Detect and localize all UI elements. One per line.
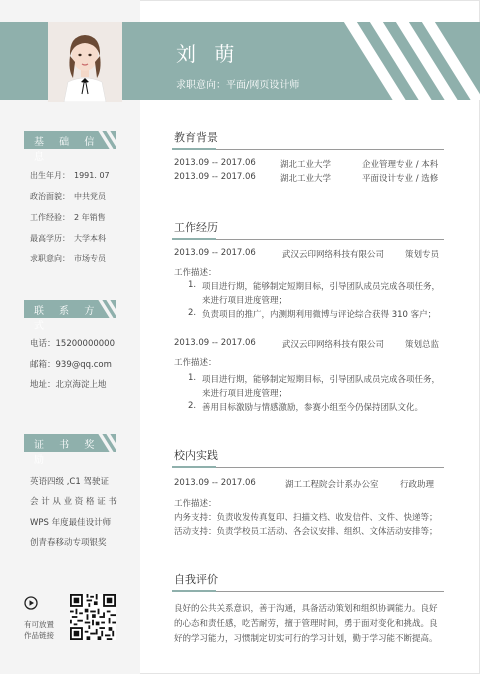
contact-title-bar [24,300,116,332]
job-item-text: 来进行项目进度管理； [202,389,288,399]
job-desc-label: 工作描述： [174,358,217,368]
edu-date: 2013.09 -- 2017.06 [174,158,256,168]
basic-info-title-bar [24,131,116,163]
section-accent [172,238,216,240]
edu-date: 2013.09 -- 2017.06 [174,172,256,182]
self-eval-line: 好的学习能力，习惯制定切实可行的学习计划，勤于学习能不断提高。 [174,634,438,644]
job-item-text: 善用目标激励与情感激励，参赛小组至今仍保持团队文化。 [202,403,424,413]
info-key: 最高学历： [30,234,70,243]
info-key: 求职意向： [30,254,70,263]
cert-item: 创青春移动专项银奖 [30,538,107,548]
info-row-politics [30,191,106,202]
info-key: 工作经验： [30,213,70,222]
portfolio-note-line2: 作品链接 [24,631,54,640]
job-role: 策划总监 [405,340,440,350]
edu-school: 湖北工业大学 [280,160,332,170]
job-item-text: 来进行项目进度管理； [202,296,288,306]
cert-item: 会 计 从 业 资 格 证 书 [30,497,117,507]
info-row-birth [30,170,110,181]
campus-desc-line: 活动支持：负责学校员工活动、各会议安排、组织、文体活动安排等； [174,527,438,537]
info-row-experience [30,212,106,223]
info-value: 大学本科 [74,234,106,243]
campus-date: 2013.09 -- 2017.06 [174,478,256,488]
campus-desc-label: 工作描述： [174,499,217,509]
job-item-number: 1. [188,280,197,290]
info-key: 出生年月： [30,171,70,180]
job-item-text: 项目进行期，能够制定短期目标，引导团队成员完成各项任务， [202,282,441,292]
info-row-intent [30,253,106,264]
job-item-text: 负责项目的推广，内测期利用微博与评论综合获得 310 客户； [202,310,437,320]
edu-major: 企业管理专业 / 本科 [362,160,439,170]
campus-role: 行政助理 [400,480,435,490]
job-item-number: 2. [188,401,197,411]
info-key: 政治面貌： [30,192,70,201]
job-intent: 求职意向：平面/网页设计师 [176,80,300,91]
education-title: 教育背景 [174,131,218,144]
section-accent [172,466,216,468]
job-item-number: 1. [188,373,197,383]
contact-address: 地址：北京海淀上地 [30,380,107,390]
job-item-number: 2. [188,308,197,318]
play-icon[interactable] [24,596,38,610]
basic-info-title: 基 础 信 息 [34,137,101,163]
self-eval-title: 自我评价 [174,573,218,586]
campus-org: 湖工工程院会计系办公室 [285,480,379,490]
contact-email: 邮箱：939@qq.com [30,360,112,370]
job-date: 2013.09 -- 2017.06 [174,338,256,348]
section-accent [172,148,216,150]
cert-item: WPS 年度最佳设计师 [30,518,112,528]
info-value: 2 年销售 [74,213,106,222]
work-title: 工作经历 [174,221,218,234]
job-role: 策划专员 [405,250,440,260]
job-date: 2013.09 -- 2017.06 [174,248,256,258]
portfolio-note-line1: 有可放置 [24,620,54,629]
job-company: 武汉云印网络科技有限公司 [282,250,385,260]
profile-photo [48,22,122,102]
contact-phone: 电话：15200000000 [30,339,115,349]
certs-title: 证 书 奖 励 [34,440,101,466]
candidate-name: 刘 萌 [176,42,241,66]
self-eval-line: 的心态和责任感，吃苦耐劳，擅于管理时间，勇于面对变化和挑战。良 [174,619,438,629]
contact-title: 联 系 方 式 [34,306,101,332]
certs-title-bar [24,434,116,466]
info-row-education [30,233,106,244]
campus-desc-line: 内务支持：负责收发传真复印、扫描文档、收发信件、文件、快递等； [174,513,438,523]
cert-item: 英语四级 ,C1 驾驶证 [30,477,109,487]
job-desc-label: 工作描述： [174,268,217,278]
edu-school: 湖北工业大学 [280,174,332,184]
campus-title: 校内实践 [174,449,218,462]
info-value: 1991. 07 [74,171,110,180]
info-value: 市场专员 [74,254,106,263]
self-eval-line: 良好的公共关系意识，善于沟通，具备活动策划和组织协调能力。良好 [174,604,438,614]
qr-code-icon[interactable] [70,594,116,640]
edu-major: 平面设计专业 / 选修 [362,174,439,184]
job-company: 武汉云印网络科技有限公司 [282,340,385,350]
section-accent [172,590,216,592]
info-value: 中共党员 [74,192,106,201]
job-item-text: 项目进行期，能够制定短期目标，引导团队成员完成各项任务， [202,375,441,385]
